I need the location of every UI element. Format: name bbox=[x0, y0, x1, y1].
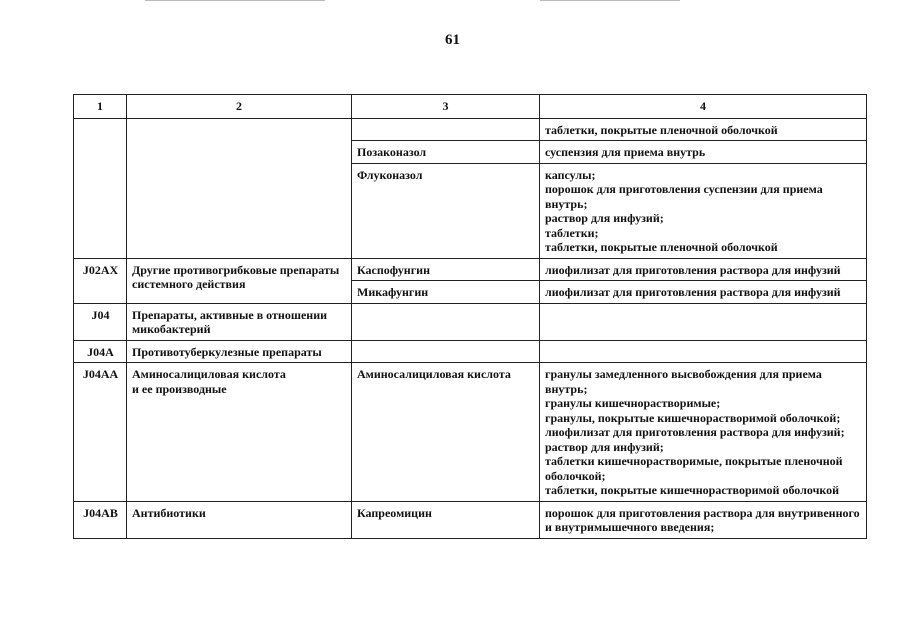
table-row bbox=[74, 501, 867, 538]
header-cell: 4 bbox=[540, 95, 867, 119]
form-line: таблетки; bbox=[545, 225, 599, 240]
table-row bbox=[74, 340, 867, 363]
forms-cell bbox=[540, 501, 867, 538]
drug-cell: Флуконазол bbox=[352, 163, 540, 258]
table-row bbox=[74, 258, 867, 281]
drug-cell: Аминосалициловая кислота bbox=[352, 363, 540, 502]
table-row bbox=[74, 363, 867, 502]
form-line: гранулы, покрытые кишечнорастворимой оболочкой; bbox=[545, 410, 841, 425]
drug-cell: Капреомицин bbox=[352, 501, 540, 538]
atc-code-cell: J02AX bbox=[74, 258, 127, 303]
forms-cell bbox=[540, 141, 867, 164]
medication-table bbox=[73, 94, 867, 539]
form-line: лиофилизат для приготовления раствора для инфузий; bbox=[545, 425, 845, 439]
form-line: таблетки, покрытые кишечнорастворимой оболочкой bbox=[545, 483, 840, 497]
atc-code-cell: J04AA bbox=[74, 363, 127, 502]
drug-cell: Микафунгин bbox=[352, 281, 540, 304]
group-cell: Аминосалициловая кислота и ее производные bbox=[127, 363, 352, 502]
form-line: раствор для инфузий; bbox=[545, 439, 664, 454]
group-cell bbox=[127, 118, 352, 258]
page-number: 61 bbox=[445, 32, 460, 48]
form-line: гранулы замедленного высвобождения для приема bbox=[545, 367, 822, 381]
forms-cell bbox=[540, 340, 867, 363]
header-cell: 1 bbox=[74, 95, 127, 119]
form-line: суспензия для приема внутрь bbox=[545, 145, 706, 159]
form-line: внутрь; bbox=[545, 196, 588, 211]
atc-code-cell bbox=[74, 118, 127, 258]
form-line: раствор для инфузий; bbox=[545, 211, 664, 225]
group-cell: Антибиотики bbox=[127, 501, 352, 538]
form-line: лиофилизат для приготовления раствора для инфузий bbox=[545, 262, 841, 277]
forms-cell bbox=[540, 258, 867, 281]
group-cell: Противотуберкулезные препараты bbox=[127, 340, 352, 363]
form-line: таблетки, покрытые пленочной оболочкой bbox=[545, 122, 778, 137]
form-line: оболочкой; bbox=[545, 468, 606, 483]
drug-cell: Позаконазол bbox=[352, 141, 540, 164]
drug-cell bbox=[352, 118, 540, 141]
forms-cell bbox=[540, 363, 867, 502]
scan-edge-line bbox=[540, 0, 680, 1]
form-line: таблетки, покрытые пленочной оболочкой bbox=[545, 240, 778, 254]
group-cell: Препараты, активные в отношении микобактерий bbox=[127, 303, 352, 340]
form-line: порошок для приготовления суспензии для приема bbox=[545, 182, 823, 196]
forms-cell bbox=[540, 281, 867, 304]
atc-code-cell: J04 bbox=[74, 303, 127, 340]
form-line: лиофилизат для приготовления раствора для инфузий bbox=[545, 285, 841, 299]
table-row bbox=[74, 118, 867, 141]
drug-cell: Каспофунгин bbox=[352, 258, 540, 281]
drug-cell bbox=[352, 303, 540, 340]
drug-cell bbox=[352, 340, 540, 363]
forms-cell bbox=[540, 303, 867, 340]
form-line: и внутримышечного введения; bbox=[545, 520, 715, 534]
table-row bbox=[74, 303, 867, 340]
form-line: гранулы кишечнорастворимые; bbox=[545, 396, 721, 410]
group-cell: Другие противогрибковые препараты системного действия bbox=[127, 258, 352, 303]
scan-edge-line bbox=[145, 0, 325, 1]
atc-code-cell: J04AB bbox=[74, 501, 127, 538]
form-line: капсулы; bbox=[545, 167, 596, 182]
atc-code-cell: J04A bbox=[74, 340, 127, 363]
table-header-row bbox=[74, 95, 867, 119]
header-cell: 3 bbox=[352, 95, 540, 119]
forms-cell bbox=[540, 163, 867, 258]
form-line: таблетки кишечнорастворимые, покрытые пленочной bbox=[545, 454, 843, 468]
form-line: порошок для приготовления раствора для внутривенного bbox=[545, 505, 860, 520]
form-line: внутрь; bbox=[545, 381, 588, 396]
header-cell: 2 bbox=[127, 95, 352, 119]
forms-cell bbox=[540, 118, 867, 141]
